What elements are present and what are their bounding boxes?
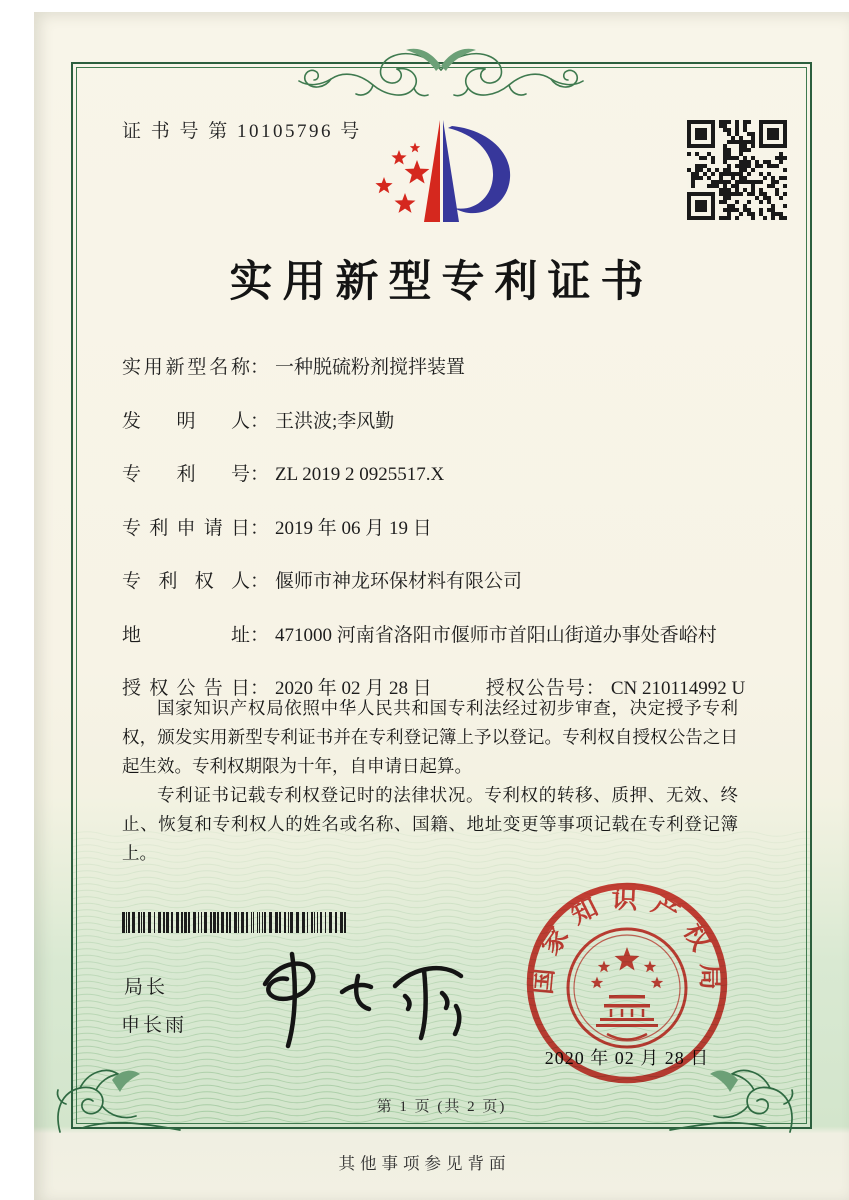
field-value: 一种脱硫粉剂搅拌装置 [275, 357, 466, 378]
field-value: 471000 河南省洛阳市偃师市首阳山街道办事处香峪村 [275, 624, 717, 646]
field-colon: ： [250, 410, 270, 432]
cnipa-logo-icon [360, 110, 535, 238]
field-colon: ： [250, 624, 270, 646]
field-label: 专利权人 [122, 571, 250, 592]
barcode-icon [122, 911, 347, 935]
body-paragraph: 国家知识产权局依照中华人民共和国专利法经过初步审查，决定授予专利权，颁发实用新型专利证书并在专利登记簿上予以登记。专利权自授权公告之日起生效。专利权期限为十年，自申请日起算。 [122, 698, 738, 777]
field-colon: ： [250, 678, 270, 699]
field-value: 2020 年 02 月 28 日 [275, 678, 432, 699]
director-title: 局长 [124, 977, 169, 998]
body-paragraph: 专利证书记载专利权登记时的法律状况。专利权的转移、质押、无效、终止、恢复和专利权人的姓名或名称、国籍、地址变更等事项记载在专利登记簿上。 [122, 785, 738, 864]
field-value: 2019 年 06 月 19 日 [275, 517, 432, 539]
field-label: 授权公告日 [122, 678, 250, 699]
field-value: 偃师市神龙环保材料有限公司 [275, 571, 523, 592]
field-colon: ： [250, 571, 270, 592]
field-value: ZL 2019 2 0925517.X [275, 464, 445, 485]
field-row-patentee [122, 566, 740, 593]
field-value: 王洪波;李风勤 [275, 410, 395, 432]
field-label: 实用新型名称 [122, 357, 250, 378]
field-label: 发明人 [122, 410, 250, 432]
field-label: 授权公告号 [485, 678, 586, 699]
seal-national-emblem-icon [591, 947, 663, 1027]
seal-text: 国家知识产权局 [527, 884, 726, 1002]
certificate-number: 证 书 号 第 10105796 号 [122, 121, 362, 142]
back-side-note: 其他事项参见背面 [338, 1154, 511, 1173]
bottom-left-flourish-ornament-icon [52, 1050, 202, 1134]
field-label: 专利申请日 [122, 517, 250, 539]
top-flourish-ornament-icon [291, 38, 591, 102]
field-row-filing-date [122, 513, 740, 540]
field-colon: ： [250, 517, 270, 539]
svg-text:国家知识产权局 [528, 884, 725, 1001]
field-label: 地址 [122, 624, 250, 646]
official-seal-icon [512, 868, 742, 1098]
field-value: CN 210114992 U [610, 678, 746, 699]
field-colon: ： [585, 678, 605, 699]
certificate-title: 实用新型专利证书 [229, 259, 654, 306]
field-row-inventors [122, 406, 740, 433]
field-label: 专利号 [122, 464, 250, 485]
page-number: 第 1 页 (共 2 页) [376, 1099, 507, 1115]
field-row-address [122, 620, 740, 647]
qr-code-icon [687, 120, 788, 221]
field-colon: ： [250, 357, 270, 378]
certificate-fields [122, 352, 746, 727]
certificate-body [122, 694, 738, 868]
director-name: 申长雨 [121, 1015, 188, 1036]
field-row-name [122, 352, 740, 379]
seal-date: 2020 年 02 月 28 日 [544, 1048, 710, 1068]
field-row-patent-number [122, 459, 740, 486]
director-handwritten-signature [245, 948, 485, 1053]
field-colon: ： [250, 464, 270, 485]
